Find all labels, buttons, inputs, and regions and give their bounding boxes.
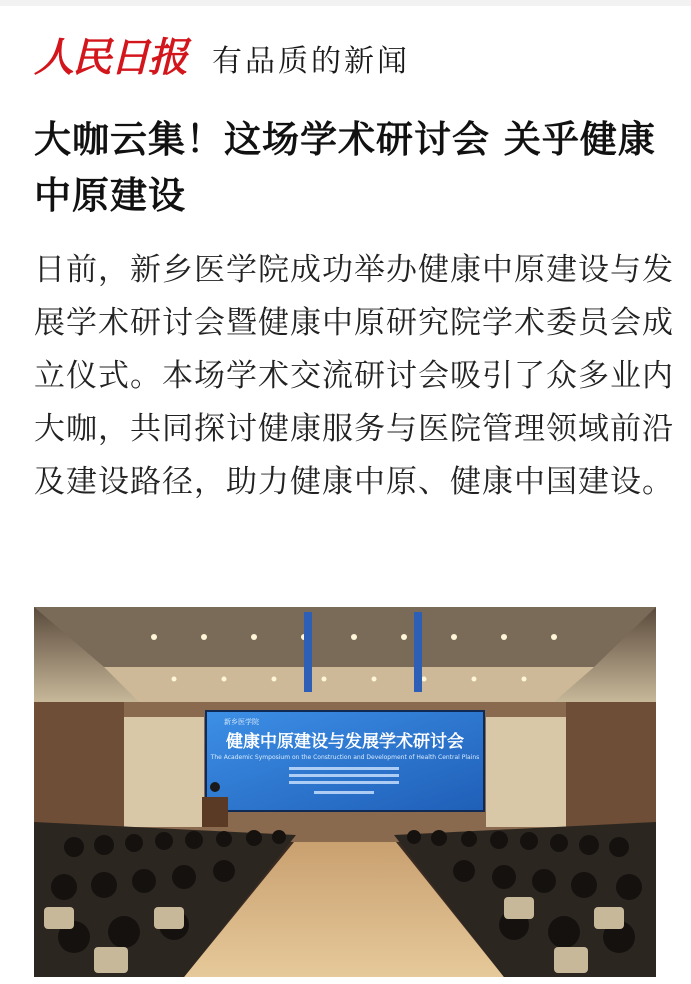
top-strip [0, 0, 691, 6]
article-headline: 大咖云集！这场学术研讨会 关乎健康中原建设 [34, 118, 656, 217]
screen-subtitle: The Academic Symposium on the Construction and Development of Health Central Plains [210, 754, 480, 761]
screen-title: 健康中原建设与发展学术研讨会 [226, 732, 464, 752]
conference-photo-illustration [34, 607, 656, 977]
brand-header [34, 32, 410, 84]
screen-logo-text: 新乡医学院 [224, 718, 259, 726]
conference-photo[interactable] [34, 607, 656, 977]
brand-slogan: 有品质的新闻 [212, 44, 410, 79]
article-summary: 日前，新乡医学院成功举办健康中原建设与发展学术研讨会暨健康中原研究院学术委员会成立仪式。本场学术交流研讨会吸引了众多业内大咖，共同探讨健康服务与医院管理领域前沿及建设路径，助力健康中原、健康中国建设。 [34, 252, 674, 500]
peoples-daily-logo[interactable]: 人民日报 [34, 34, 186, 81]
